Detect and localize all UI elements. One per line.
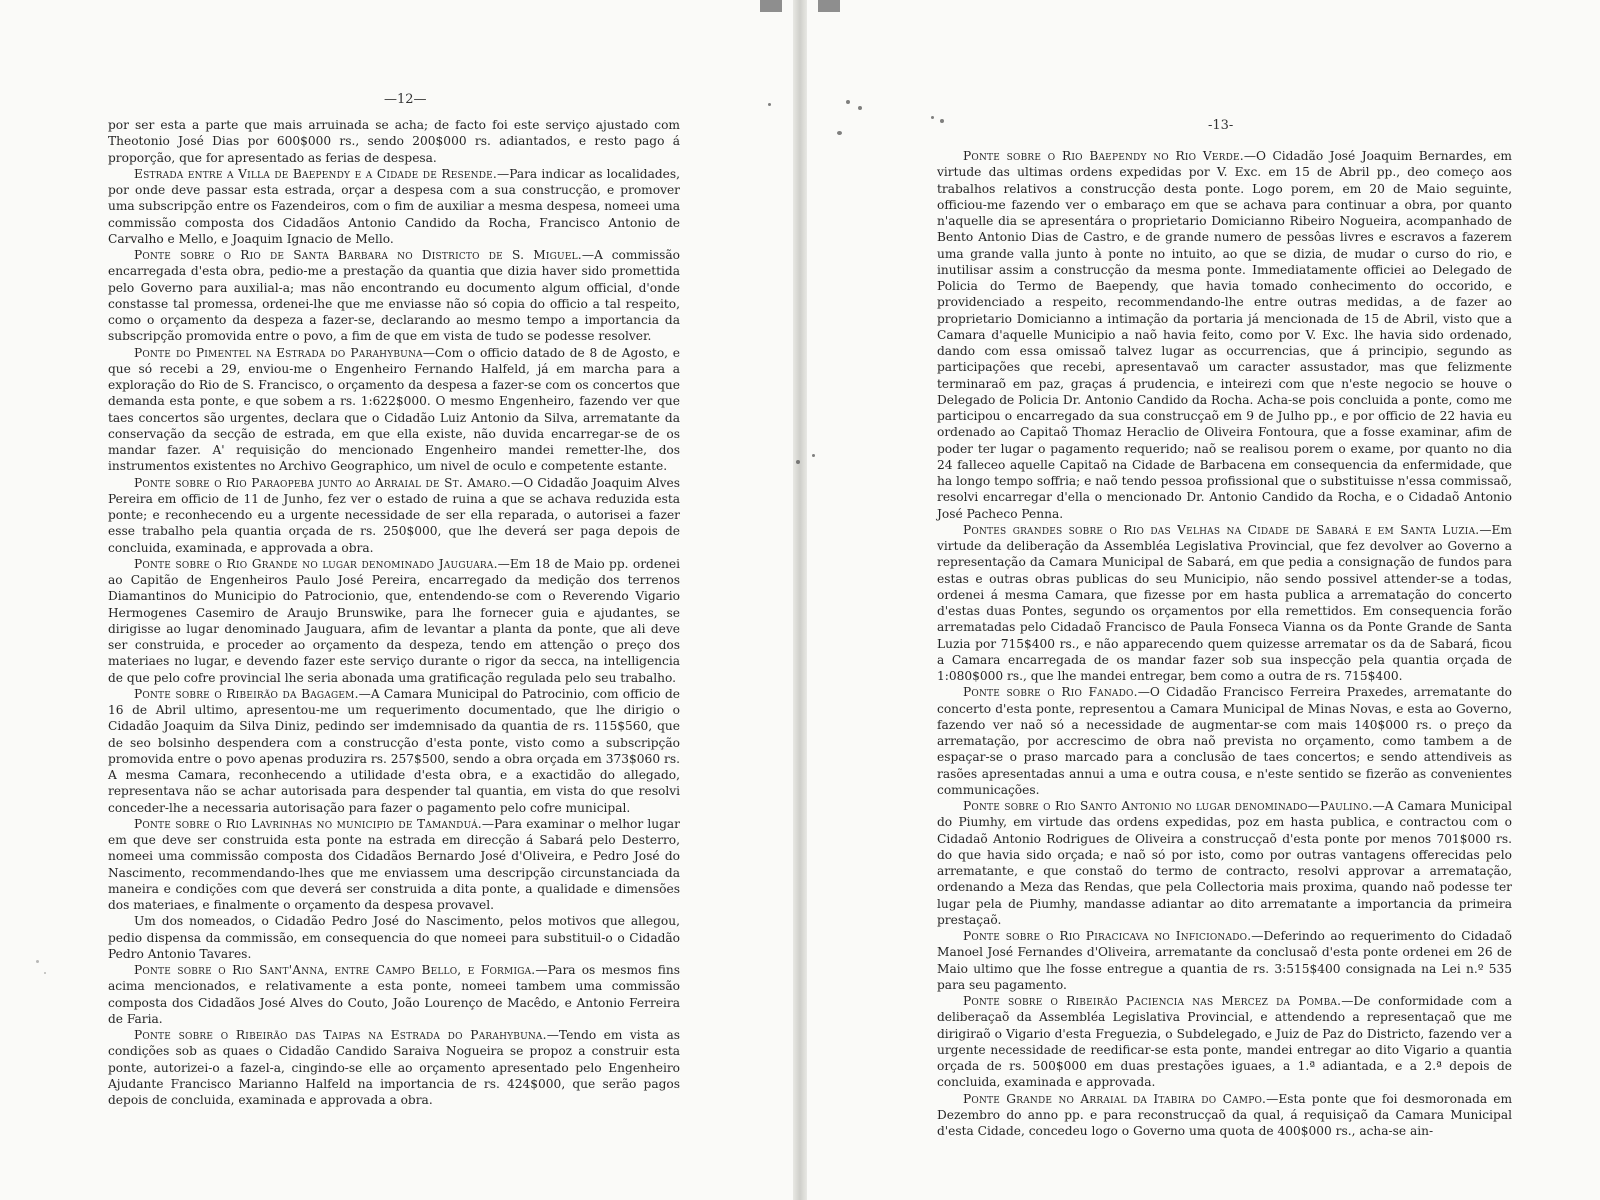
section-heading: Ponte sobre o Rio Grande no lugar denominado Jauguara. <box>134 556 498 571</box>
binding-clip <box>760 0 782 12</box>
paragraph <box>108 962 680 1027</box>
paragraph <box>108 816 680 914</box>
paragraph-text: —A commissão encarregada d'esta obra, pedio-me a prestação da quantia que dizia haver sido promettida pelo Governo para auxilial-a; mas não encontrando eu documento algum official, d'onde constasse tal promessa, ordenei-lhe que me enviasse não só copia do officio a tal respeito, como o orçamento da despeza a fazer-se, declarando ao mesmo tempo a importancia da subscripção promovida entre o povo, a fim de que em vista de tudo se podesse resolver. <box>108 248 681 344</box>
paragraph-text: —Em virtude da deliberação da Assembléa Legislativa Provincial, que fez devolver ao Governo a representação da Camara Municipal de Sabará, em que pedia a consignação de fundos para estas e outras obras publicas do seu Municipio, não sendo possivel attender-se a todas, ordenei á mesma Camara, que fizesse por em hasta publica a arrematação do concerto d'estas duas Pontes, segundo os orçamentos por ella remettidos. Em consequencia forão arrematadas pelo Cidadaõ Francisco de Paula Fonseca Vianna os da Ponte Grande de Santa Luzia por 715$400 rs., e não apparecendo quem quizesse arrematar os da de Sabará, ficou a Camara encarregada de os mandar fazer sob sua inspecção pela quantia orçada de 1:080$000 rs., que lhe mandei entregar, bem como a outra de rs. 715$400. <box>937 522 1512 683</box>
paragraph <box>937 1091 1512 1140</box>
paragraph <box>108 345 680 475</box>
page-number-left: —12— <box>384 92 427 107</box>
paragraph-text: —Para examinar o melhor lugar em que deve ser construida esta ponte na estrada em direcção á Sabará pelo Desterro, nomeei uma commissão composta dos Cidadãos Bernardo José d'Oliveira, e Pedro José do Nascimento, recommendando-lhes que me enviassem uma descripção circunstanciada da maneira e condições com que deverá ser construida a dita ponte, a qualidade e dimensões dos materiaes, e finalmente o orçamento da despesa provavel. <box>108 816 680 912</box>
paragraph <box>108 475 680 556</box>
ink-speck <box>796 460 800 464</box>
paragraph <box>937 798 1512 928</box>
section-heading: Ponte sobre o Rio Baependy no Rio Verde. <box>963 149 1244 163</box>
paragraph-text: —O Cidadão José Joaquim Bernardes, em virtude das ultimas ordens expedidas por V. Exc. em 15 de Abril pp., deo começo aos trabalhos relativos a construcção desta ponte. Logo porem, em 20 de Maio seguinte, officiou-me fazendo ver o embaraço em que se achava para continuar a obra, por quanto n'aquelle dia se apresentára o proprietario Domicianno Ribeiro Nogueira, acompanhado de Bento Antonio Dias de Castro, e de grande numero de pessôas livres e escravos a fazerem uma grande valla junto à ponte no intuito, ao que se dizia, de mudar o curso do rio, e inutilisar assim a construcção da mesma ponte. Immediatamente officiei ao Delegado de Policia do Termo de Baependy, que havia tomado conhecimento do occorido, e providenciado a respeito, recommendando-lhe entre outras medidas, a de fazer ao proprietario Domicianno a intimação da portaria já mencionada de 15 de Abril, visto que a Camara d'aquelle Municipio a naõ havia feito, como por V. Exc. lhe havia sido ordenado, dando com essa omissaõ talvez lugar as occurrencias, que á principio, segundo as participações que recebi, apresentavaõ um caracter assustador, mas que felizmente terminaraõ em paz, graças á prudencia, e inteirezi com que n'este negocio se houve o Delegado de Policia Dr. Antonio Candido da Rocha. Acha-se pois concluida a ponte, como me participou o encarregado da sua construcçaõ em 9 de Julho pp., e por officio de 22 havia eu ordenado ao Capitaõ Thomaz Heraclio de Oliveira Fontoura, que a fosse examinar, afim de poder ter lugar o pagamento requerido; naõ se realisou porem o exame, por quanto no dia 24 falleceo aquelle Capitaõ na Cidade de Barbacena em consequencia da enfermidade, que ha longo tempo soffria; e naõ tendo pessoa profissional que o substituisse n'essa commissaõ, resolvi encarregar d'ella o mencionado Dr. Antonio Candido da Rocha, e o Cidadaõ Antonio José Pacheco Penna. <box>937 149 1512 521</box>
paragraph-text: —O Cidadão Joaquim Alves Pereira em officio de 11 de Junho, fez ver o estado de ruina a que se achava reduzida esta ponte; e reconhecendo eu a urgente necessidade de ser ella reparada, o autorisei a fazer esse trabalho pela quantia orçada de rs. 250$000, que lhe deverá ser paga depois de concluida, examinada, e approvada a obra. <box>108 475 680 555</box>
paragraph <box>937 148 1512 522</box>
right-column-text <box>937 148 1512 1139</box>
paragraph-text: —A Camara Municipal do Patrocinio, com officio de 16 de Abril ultimo, apresentou-me um requerimento documentado, que lhe dirigio o Cidadão Joaquim da Silva Diniz, pedindo ser imdemnisado da quantia de rs. 115$560, que de seo bolsinho despendera com a construcção d'esta ponte, visto como a subscripção promovida entre o povo apenas produzira rs. 257$500, sendo a obra orçada em 373$060 rs. A mesma Camara, reconhecendo a utilidade d'esta obra, e a exactidão do allegado, representava não se achar autorisada para despender tal quantia, em vista do que resolvi conceder-lhe a necessaria autorisação para fazer o pagamento pelo cofre municipal. <box>108 686 680 815</box>
ink-speck <box>846 100 850 104</box>
ink-speck <box>44 972 46 974</box>
paragraph <box>108 913 680 962</box>
paragraph-text: —Para indicar as localidades, por onde deve passar esta estrada, orçar a despesa com a sua construcção, e promover uma subscripção entre os Fazendeiros, com o fim de auxiliar a mesma despesa, nomeei uma commissão composta dos Cidadãos Antonio Candido da Rocha, Francisco Antonio de Carvalho e Mello, e Joaquim Ignacio de Mello. <box>108 166 680 246</box>
ink-speck <box>36 960 39 963</box>
paragraph <box>937 522 1512 685</box>
section-heading: Ponte sobre o Ribeirão da Bagagem. <box>134 686 359 701</box>
paragraph-text: —Com o officio datado de 8 de Agosto, e que só recebi a 29, enviou-me o Engenheiro Fernando Halfeld, já em marcha para a exploração do Rio de S. Francisco, o orçamento da despesa a fazer-se com os concertos que demanda esta ponte, e que sobem a rs. 1:622$000. O mesmo Engenheiro, fazendo ver que taes concertos são urgentes, declara que o Cidadão Luiz Antonio da Silva, arrematante da conservação da secção de estrada, em que ella existe, não duvida encarregar-se de os mandar fazer. A' requisição do mencionado Engenheiro mandei remetter-lhe, dos instrumentos existentes no Archivo Geographico, um nivel de oculo e competente estante. <box>108 345 680 474</box>
binding-clip <box>818 0 840 12</box>
paragraph <box>108 1027 680 1108</box>
paragraph <box>108 556 680 686</box>
paragraph <box>937 928 1512 993</box>
section-heading: Pontes grandes sobre o Rio das Velhas na Cidade de Sabará e em Santa Luzia. <box>963 522 1480 537</box>
ink-speck <box>940 119 944 123</box>
paragraph <box>108 166 680 247</box>
paragraph-text: —Tendo em vista as condições sob as quaes o Cidadão Candido Saraiva Nogueira se propoz a construir esta ponte, autorizei-o a fazel-a, cingindo-se elle ao orçamento apresentado pelo Engenheiro Ajudante Francisco Marianno Halfeld na importancia de rs. 424$000, que serão pagos depois de concluida, examinada e approvada a obra. <box>108 1028 680 1107</box>
paragraph <box>937 993 1512 1091</box>
section-heading: Estrada entre a Villa de Baependy e a Cidade de Resende. <box>134 166 497 181</box>
paragraph-text: —De conformidade com a deliberaçaõ da Assembléa Legislativa Provincial, e attendendo a representaçaõ que me dirigiraõ o Vigario d'esta Freguezia, o Subdelegado, e Juiz de Paz do Districto, fazendo ver a urgente necessidade de reedificar-se esta ponte, mandei entregar ao dito Vigario a quantia orçada de rs. 500$000 em duas prestações iguaes, a 1.ª adiantada, e a 2.ª depois de concluida, examinada e approvada. <box>937 994 1512 1090</box>
section-heading: Ponte sobre o Rio Fanado. <box>963 685 1138 700</box>
paragraph <box>937 684 1512 798</box>
section-heading: Ponte sobre o Rio Lavrinhas no municipio de Tamanduá. <box>134 816 482 831</box>
paragraph-text: Um dos nomeados, o Cidadão Pedro José do Nascimento, pelos motivos que allegou, pedio dispensa da commissão, em consequencia do que nomeei para substituil-o o Cidadão Pedro Antonio Tavares. <box>108 914 680 961</box>
paragraph-text: —Para os mesmos fins acima mencionados, e relativamente a esta ponte, nomeei tambem uma commissão composta dos Cidadãos José Alves do Couto, João Lourenço de Macêdo, e Antonio Ferreira de Faria. <box>108 963 680 1026</box>
paragraph-text: por ser esta a parte que mais arruinada se acha; de facto foi este serviço ajustado com Theotonio José Dias por 600$000 rs., sendo 200$000 rs. adiantados, e resto pago á proporção, que for apresentado as ferias de despesa. <box>108 118 680 165</box>
section-heading: Ponte sobre o Rio Paraopeba junto ao Arraial de St. Amaro. <box>134 475 511 490</box>
section-heading: Ponte sobre o Rio Piracicava no Inficionado. <box>963 929 1252 943</box>
ink-speck <box>837 131 842 135</box>
section-heading: Ponte do Pimentel na Estrada do Parahybuna <box>134 345 423 360</box>
ink-speck <box>812 454 815 457</box>
section-heading: Ponte Grande no Arraial da Itabira do Campo. <box>963 1091 1267 1106</box>
section-heading: Ponte sobre o Ribeirão Paciencia nas Mercez da Pomba. <box>963 994 1342 1008</box>
paragraph <box>108 117 680 166</box>
paragraph-text: —Em 18 de Maio pp. ordenei ao Capitão de Engenheiros Paulo José Pereira, encarregado da medição dos terrenos Diamantinos do Municipio do Patrocionio, que, entendendo-se com o Reverendo Vigario Hermogenes Casemiro de Araujo Brunswike, para lhe fornecer guia e ajudantes, se dirigisse ao lugar denominado Jauguara, afim de levantar a planta da ponte, que ali deve ser construida, e proceder ao orçamento da despeza, tendo em attenção o preço dos materiaes no lugar, e devendo fazer este serviço durante o rigor da secca, na intelligencia de que pelo cofre provincial lhe seria abonada uma gratificação regulada pelo seu trabalho. <box>108 556 680 685</box>
section-heading: Ponte sobre o Rio de Santa Barbara no Districto de S. Miguel. <box>134 248 582 262</box>
paragraph-text: —O Cidadão Francisco Ferreira Praxedes, arrematante do concerto d'esta ponte, representou a Camara Municipal de Minas Novas, e esta ao Governo, fazendo ver naõ só a necessidade de augmentar-se com mais 140$000 rs. o preço da arrematação, por accrescimo de obra naõ prevista no orçamento, como tambem a de espaçar-se o praso marcado para a conclusão de taes concertos; e sendo attendiveis as rasões apresentadas annui a uma e outra cousa, e n'este sentido se fizerão as convenientes communicações. <box>937 685 1512 797</box>
ink-speck <box>768 103 771 106</box>
book-gutter <box>793 0 807 1200</box>
left-column-text <box>108 117 680 1108</box>
paragraph-text: —A Camara Municipal do Piumhy, em virtude das ordens expedidas, poz em hasta publica, e contractou com o Cidadaõ Antonio Rodrigues de Oliveira a construcçaõ d'esta ponte por menos 701$000 rs. do que havia sido orçada; e naõ só por isto, como por outras vantagens offerecidas pelo arrematante, e que constaõ do termo de contracto, resolvi approvar a arrematação, ordenando a Meza das Rendas, que pela Collectoria mais proxima, quando naõ podesse ter lugar pela de Piumhy, mandasse adiantar ao dito arrematante a importancia da primeira prestaçaõ. <box>937 799 1512 927</box>
section-heading: Ponte sobre o Rio Santo Antonio no lugar denominado—Paulino. <box>963 799 1373 813</box>
paragraph-text: —Deferindo ao requerimento do Cidadaõ Manoel José Fernandes d'Oliveira, arrematante da conclusaõ d'esta ponte ordenei em 26 de Maio ultimo que lhe fosse entregue a quantia de rs. 3:515$400 consignada na Lei n.º 535 para seu pagamento. <box>937 929 1512 992</box>
ink-speck <box>931 116 934 119</box>
paragraph-text: —Esta ponte que foi desmoronada em Dezembro do anno pp. e para reconstrucçaõ da qual, á requisiçaõ da Camara Municipal d'esta Cidade, concedeu logo o Governo uma quota de 400$000 rs., acha-se ain- <box>937 1091 1513 1138</box>
paragraph <box>108 247 680 345</box>
section-heading: Ponte sobre o Ribeirão das Taipas na Estrada do Parahybuna. <box>134 1028 547 1042</box>
page-number-right: -13- <box>1208 118 1234 133</box>
section-heading: Ponte sobre o Rio Sant'Anna, entre Campo Bello, e Formiga. <box>134 963 536 977</box>
paragraph <box>108 686 680 816</box>
ink-speck <box>858 106 862 110</box>
